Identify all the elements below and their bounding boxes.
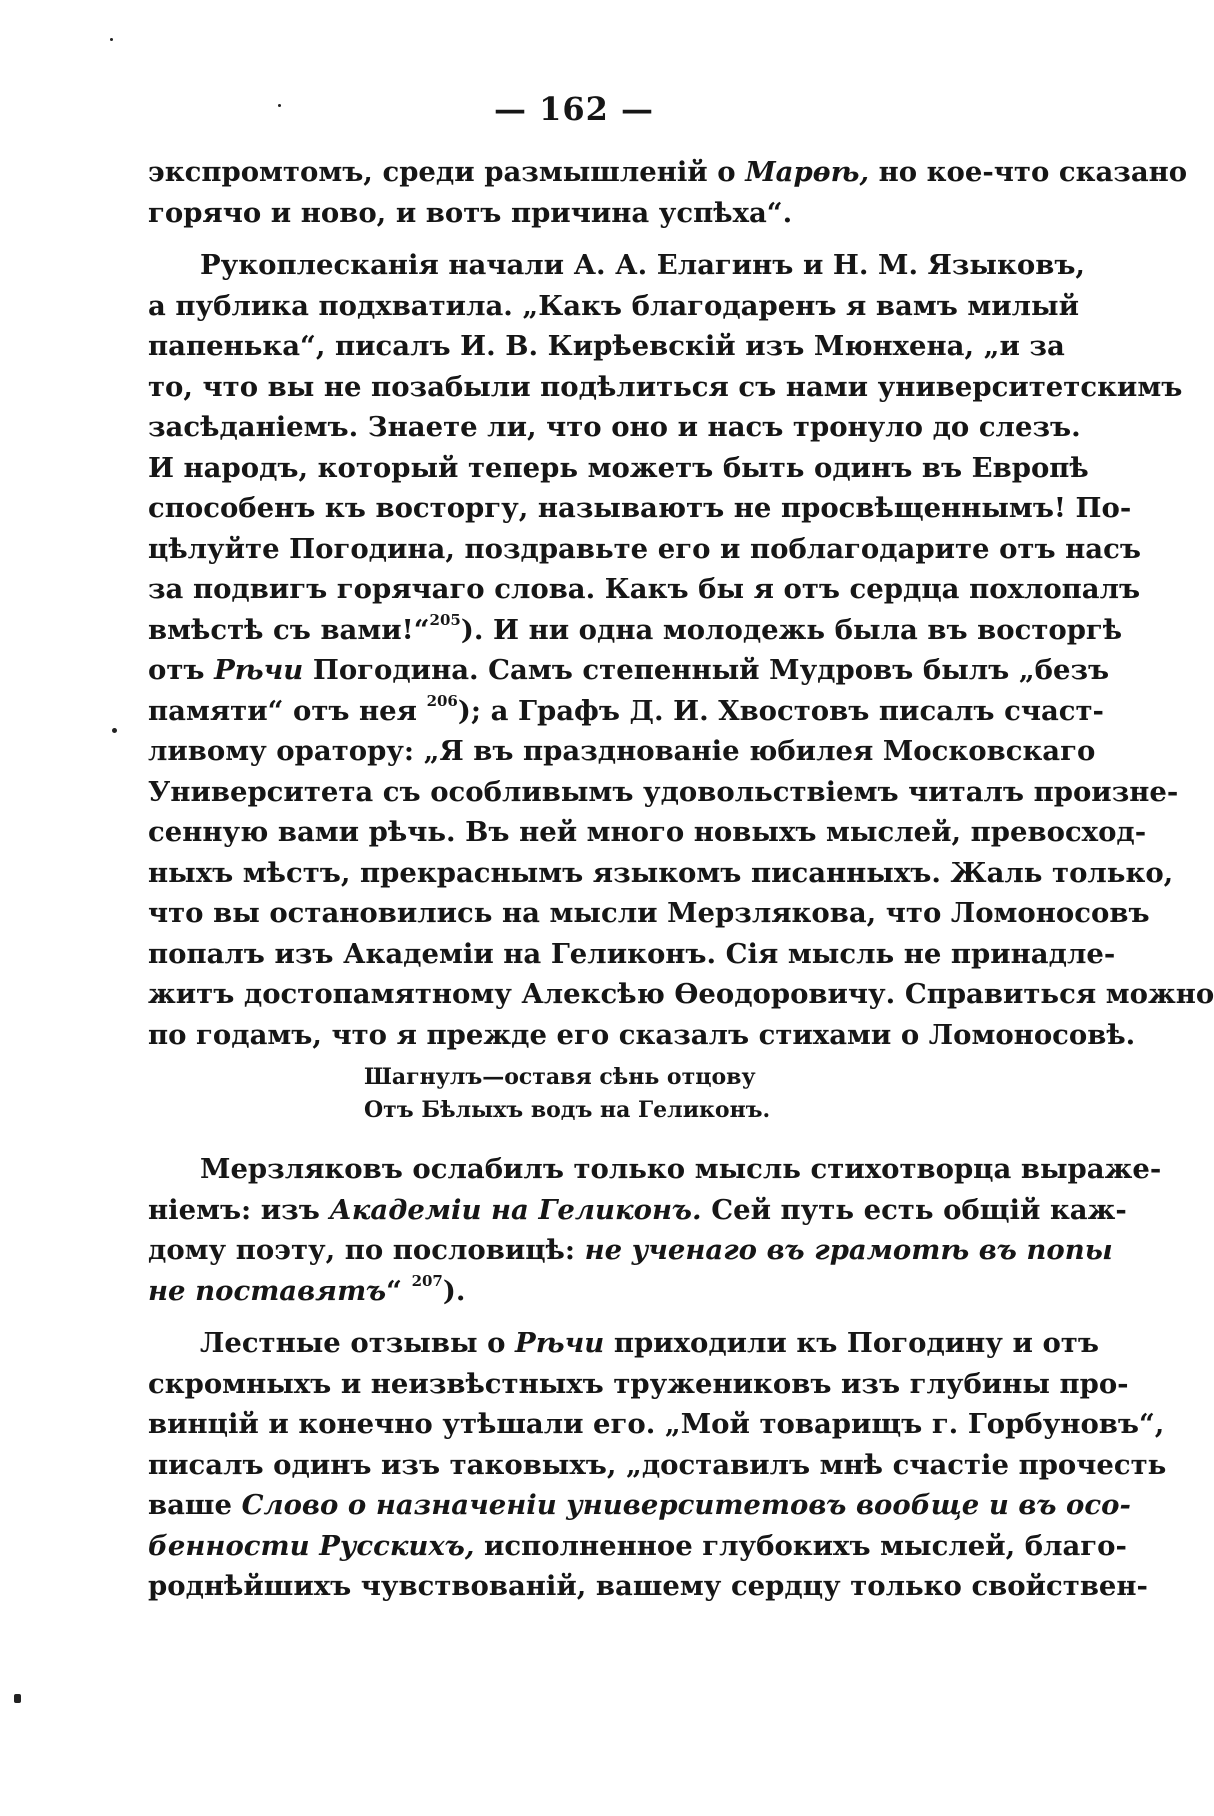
text-line: памяти“ отъ нея $^{206}$); а Графъ Д. И. Хвостовъ писалъ счаст-	[148, 691, 1104, 727]
text-line: не поставятъ“ $^{207}$).	[148, 1271, 466, 1307]
text-line: Лестные отзывы о Рѣчи приходили къ Погодину и отъ	[200, 1327, 1099, 1359]
text-line: писалъ одинъ изъ таковыхъ, „доставилъ мнѣ счастіе прочесть	[148, 1448, 1167, 1481]
paragraph-2	[148, 245, 1214, 1055]
text-line: роднѣйшихъ чувствованій, вашему сердцу только свойствен-	[148, 1570, 1148, 1602]
text-line: житъ достопамятному Алексѣю Ѳеодоровичу. Справиться можно	[148, 978, 1214, 1010]
text-line: горячо и ново, и вотъ причина успѣха“.	[148, 196, 793, 229]
text-line: Университета съ особливымъ удовольствіемъ читалъ произне-	[148, 775, 1179, 808]
text-line: винцій и конечно утѣшали его. „Мой товарищъ г. Горбуновъ“,	[148, 1408, 1165, 1440]
text-line: скромныхъ и неизвѣстныхъ тружениковъ изъ глубины про-	[148, 1367, 1129, 1400]
footnote-ref-206: 206	[426, 691, 458, 710]
text-line: экспромтомъ, среди размышленій о Марѳѣ, но кое-что сказано	[148, 156, 1188, 188]
text-line: отъ Рѣчи Погодина. Самъ степенный Мудровъ былъ „безъ	[148, 654, 1110, 686]
margin-speck	[110, 38, 113, 41]
text-line: за подвигъ горячаго слова. Какъ бы я отъ сердца похлопалъ	[148, 573, 1141, 605]
paragraph-3	[148, 1149, 1162, 1311]
margin-speck	[14, 1694, 21, 1703]
text-line: ливому оратору: „Я въ празднованіе юбилея Московскаго	[148, 735, 1096, 767]
text-line: вмѣстѣ съ вами!“$^{205}$). И ни одна молодежь была въ восторгѣ	[148, 610, 1123, 646]
text-line: ныхъ мѣстъ, прекраснымъ языкомъ писанныхъ. Жаль только,	[148, 856, 1174, 889]
text-line: дому поэту, по пословицѣ: не ученаго въ грамотѣ въ попы	[148, 1234, 1113, 1266]
text-line: цѣлуйте Погодина, поздравьте его и поблагодарите отъ насъ	[148, 532, 1141, 565]
text-line: то, что вы не позабыли подѣлиться съ нами университетскимъ	[148, 370, 1183, 403]
margin-speck	[112, 728, 117, 733]
footnote-ref-207: 207	[411, 1271, 443, 1290]
paragraph-1	[148, 152, 1188, 233]
text-line: попалъ изъ Академіи на Геликонъ. Сія мысль не принадле-	[148, 937, 1116, 970]
text-line: И народъ, который теперь можетъ быть одинъ въ Европѣ	[148, 451, 1089, 484]
text-line: Мерзляковъ ослабилъ только мысль стихотворца выраже-	[200, 1153, 1162, 1185]
text-line: что вы остановились на мысли Мерзлякова, что Ломоносовъ	[148, 897, 1150, 929]
text-line: папенька“, писалъ И. В. Кирѣевскій изъ Мюнхена, „и за	[148, 330, 1065, 362]
text-line: способенъ къ восторгу, называютъ не просвѣщеннымъ! По-	[148, 492, 1132, 524]
text-line: ваше Слово о назначеніи университетовъ вообще и въ осо-	[148, 1489, 1131, 1521]
verse-line: Шагнулъ—оставя сѣнь отцову	[364, 1064, 756, 1090]
page-number: — 162 —	[493, 90, 655, 128]
book-page	[148, 90, 1214, 1607]
text-line: ніемъ: изъ Академіи на Геликонъ. Сей путь есть общій каж-	[148, 1193, 1127, 1226]
verse-line: Отъ Бѣлыхъ водъ на Геликонъ.	[364, 1097, 771, 1123]
text-line: Рукоплесканія начали А. А. Елагинъ и Н. М. Языковъ,	[200, 249, 1085, 281]
text-line: сенную вами рѣчь. Въ ней много новыхъ мыслей, превосход-	[148, 816, 1147, 848]
verse-quote	[148, 1061, 1000, 1127]
text-line: бенности Русскихъ, исполненное глубокихъ мыслей, благо-	[148, 1529, 1127, 1562]
text-line: засѣданіемъ. Знаете ли, что оно и насъ тронуло до слезъ.	[148, 411, 1081, 443]
text-line: а публика подхватила. „Какъ благодаренъ я вамъ милый	[148, 289, 1080, 322]
paragraph-4	[148, 1323, 1167, 1607]
footnote-ref-205: 205	[429, 610, 461, 629]
text-line: по годамъ, что я прежде его сказалъ стихами о Ломоносовѣ.	[148, 1018, 1136, 1051]
